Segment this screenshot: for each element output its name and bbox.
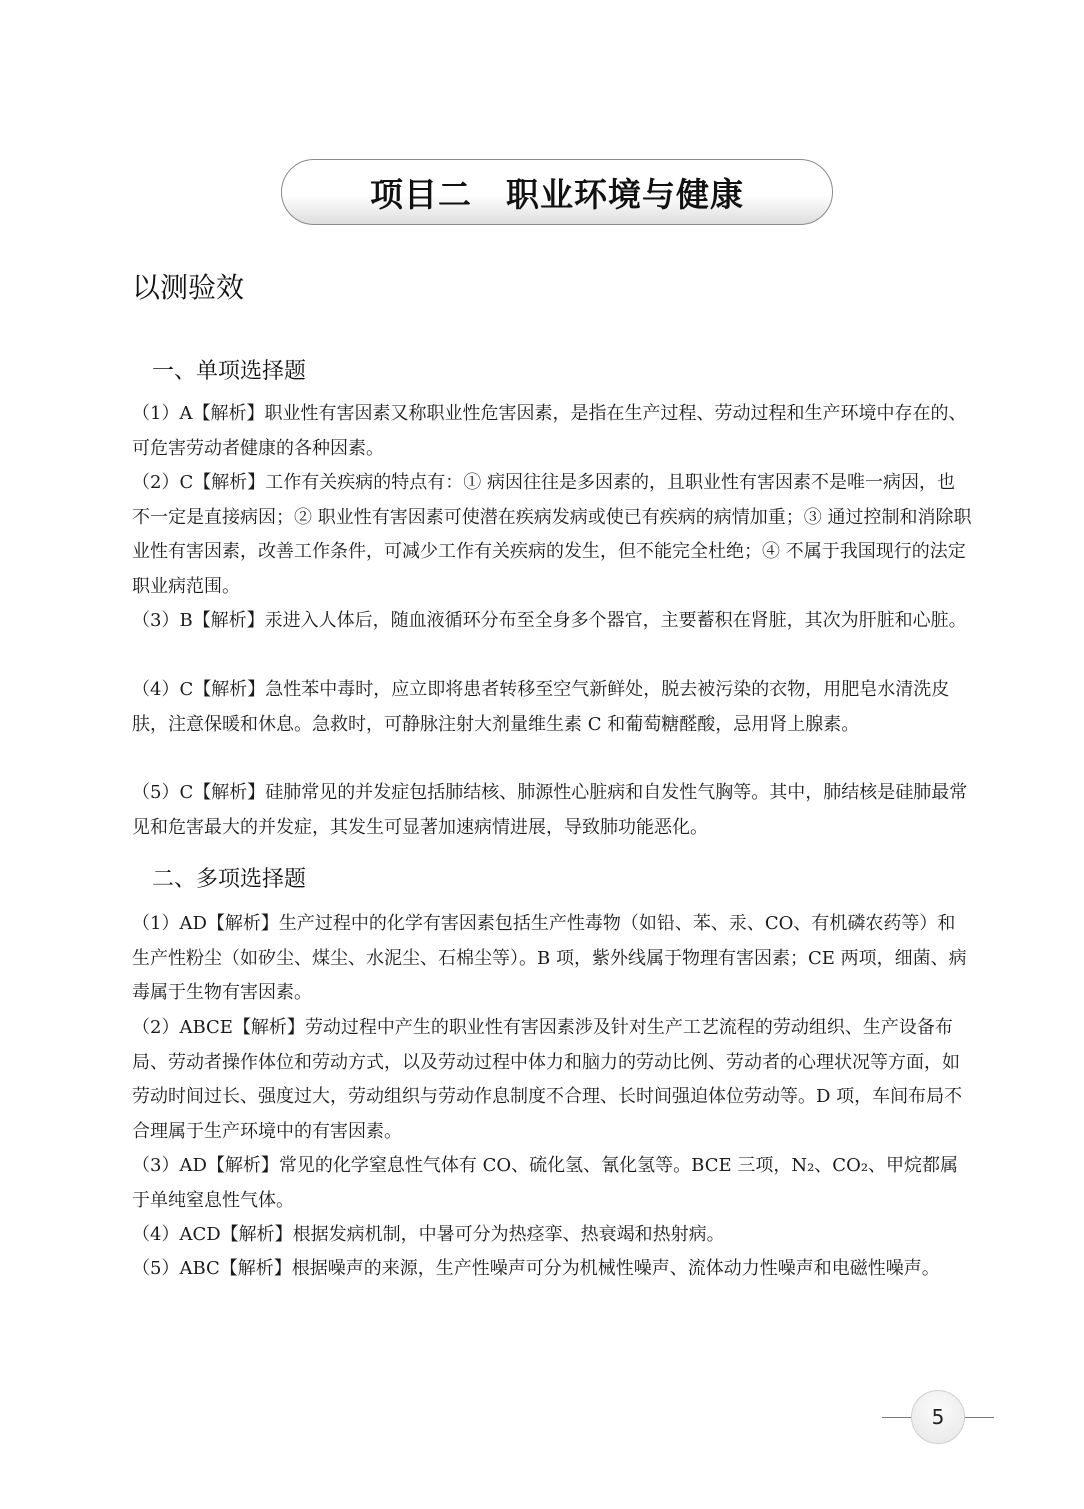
answer-text: 汞进入人体后，随血液循环分布至全身多个器官，主要蓄积在肾脏，其次为肝脏和心脏。	[264, 610, 967, 631]
single-choice-heading: 一、单项选择题	[152, 359, 307, 384]
answer-text: 劳动过程中产生的职业性有害因素涉及针对生产工艺流程的劳动组织、生产设备布局、劳动者操作体位和劳动方式，以及劳动过程中体力和脑力的劳动比例、劳动者的心理状况等方面，如劳动时间过长、强度过大，劳动组织与劳动作息制度不合理、长时间强迫体位劳动等。D 项，车间布局不合理属于生产环境中的有害因素。	[132, 1017, 963, 1142]
answer-text: 常见的化学窒息性气体有 CO、硫化氢、氰化氢等。BCE 三项，N₂、CO₂、甲烷都属于单纯窒息性气体。	[132, 1155, 959, 1211]
answer-text: 职业性有害因素又称职业性危害因素，是指在生产过程、劳动过程和生产环境中存在的、可危害劳动者健康的各种因素。	[132, 403, 967, 459]
analysis-tag: 【解析】	[193, 782, 266, 803]
answer-number: （2）ABCE	[132, 1017, 233, 1038]
multiple-choice-answer-4	[132, 1218, 972, 1253]
single-choice-answer-3	[132, 604, 972, 639]
answer-number: （4）ACD	[132, 1224, 221, 1245]
multiple-choice-answer-3	[132, 1149, 972, 1218]
analysis-tag: 【解析】	[206, 913, 279, 934]
page-number-rule-left	[882, 1417, 912, 1418]
project-title: 项目二 职业环境与健康	[370, 174, 744, 214]
answer-number: （3）B	[132, 610, 193, 631]
analysis-tag: 【解析】	[192, 610, 265, 631]
analysis-tag: 【解析】	[220, 1224, 293, 1245]
multiple-choice-answer-2	[132, 1011, 972, 1149]
answer-number: （5）ABC	[132, 1258, 220, 1279]
answer-number: （4）C	[132, 679, 194, 700]
analysis-tag: 【解析】	[232, 1017, 305, 1038]
page-number: 5	[911, 1390, 965, 1444]
multiple-choice-answer-5	[132, 1252, 972, 1287]
answer-text: 根据噪声的来源，生产性噪声可分为机械性噪声、流体动力性噪声和电磁性噪声。	[291, 1258, 940, 1279]
analysis-tag: 【解析】	[193, 472, 266, 493]
answer-number: （1）AD	[132, 913, 207, 934]
answer-number: （3）AD	[132, 1155, 207, 1176]
project-title-banner	[281, 159, 833, 225]
analysis-tag: 【解析】	[193, 679, 266, 700]
multiple-choice-heading: 二、多项选择题	[152, 867, 307, 892]
answer-number: （5）C	[132, 782, 194, 803]
section-title: 以测验效	[132, 271, 245, 304]
answer-text: 硅肺常见的并发症包括肺结核、肺源性心脏病和自发性气胸等。其中，肺结核是硅肺最常见和危害最大的并发症，其发生可显著加速病情进展，导致肺功能恶化。	[132, 782, 968, 838]
single-choice-answer-5	[132, 776, 972, 845]
single-choice-answer-1	[132, 397, 972, 466]
analysis-tag: 【解析】	[219, 1258, 292, 1279]
analysis-tag: 【解析】	[192, 403, 265, 424]
answer-number: （2）C	[132, 472, 194, 493]
page-number-rule-right	[964, 1417, 994, 1418]
multiple-choice-answer-1	[132, 907, 972, 1011]
single-choice-answer-2	[132, 466, 972, 604]
page-number-badge	[882, 1390, 994, 1444]
single-choice-answer-4	[132, 673, 972, 742]
answer-text: 急性苯中毒时，应立即将患者转移至空气新鲜处，脱去被污染的衣物，用肥皂水清洗皮肤，注意保暖和休息。急救时，可静脉注射大剂量维生素 C 和葡萄糖醛酸，忌用肾上腺素。	[132, 679, 950, 735]
answer-number: （1）A	[132, 403, 193, 424]
answer-text: 工作有关疾病的特点有：① 病因往往是多因素的，且职业性有害因素不是唯一病因，也不一定是直接病因；② 职业性有害因素可使潜在疾病发病或使已有疾病的病情加重；③ 通过控制和消除职业性有害因素，改善工作条件，可减少工作有关疾病的发生，但不能完全杜绝；④ 不属于我国现行的法定职业病范围。	[132, 472, 972, 597]
analysis-tag: 【解析】	[206, 1155, 279, 1176]
answer-text: 生产过程中的化学有害因素包括生产性毒物（如铅、苯、汞、CO、有机磷农药等）和生产性粉尘（如矽尘、煤尘、水泥尘、石棉尘等）。B 项，紫外线属于物理有害因素；CE 两项，细菌、病毒属于生物有害因素。	[132, 913, 967, 1003]
answer-text: 根据发病机制，中暑可分为热痉挛、热衰竭和热射病。	[292, 1224, 725, 1245]
